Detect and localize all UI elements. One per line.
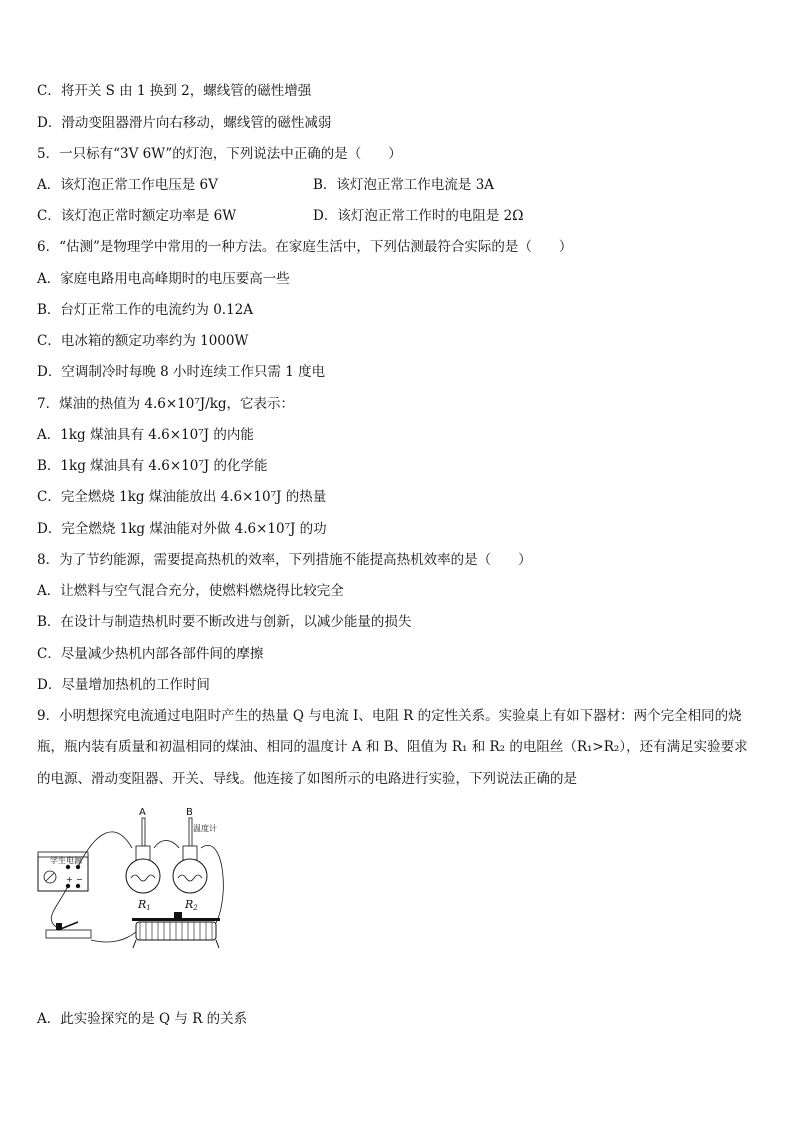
switch-base xyxy=(46,930,91,938)
thermometer-b-label: B xyxy=(186,807,193,818)
wire-b-to-rheostat xyxy=(201,845,223,930)
q9-stem-line-2: 瓶，瓶内装有质量和初温相同的煤油、相同的温度计 A 和 B、阻值为 R₁ 和 R₂ 的电阻丝（R₁>R₂），还有满足实验要求 xyxy=(37,739,748,755)
flask-b xyxy=(173,859,207,893)
q8-option-d: D．尽量增加热机的工作时间 xyxy=(37,677,210,693)
power-supply-label: 学生电源 xyxy=(50,856,82,865)
q7-option-c: C．完全燃烧 1kg 煤油能放出 4.6×10⁷J 的热量 xyxy=(37,489,327,505)
switch-handle xyxy=(56,923,62,930)
flask-a xyxy=(126,859,160,893)
q9-stem-line-3: 的电源、滑动变阻器、开关、导线。他连接了如图所示的电路进行实验，下列说法正确的是 xyxy=(37,771,577,787)
thermometer-label: 温度计 xyxy=(193,824,217,833)
thermometer-a-label: A xyxy=(139,807,146,818)
q6-option-a: A．家庭电路用电高峰期时的电压要高一些 xyxy=(37,271,290,287)
q6-option-b: B．台灯正常工作的电流约为 0.12A xyxy=(37,302,254,318)
terminal-4 xyxy=(76,884,80,888)
wire-a-to-b xyxy=(154,841,179,849)
q6-stem: 6．“估测”是物理学中常用的一种方法。在家庭生活中，下列估测最符合实际的是（ ） xyxy=(37,239,573,255)
q7-option-d: D．完全燃烧 1kg 煤油能对外做 4.6×10⁷J 的功 xyxy=(37,521,327,537)
wire-switch-to-rheostat xyxy=(91,932,136,942)
terminal-1 xyxy=(66,865,70,869)
q8-option-a: A．让燃料与空气混合充分，使燃料燃烧得比较完全 xyxy=(37,583,344,599)
q6-option-c: C．电冰箱的额定功率约为 1000W xyxy=(37,333,249,349)
q5-option-b: B．该灯泡正常工作电流是 3A xyxy=(313,177,495,193)
q4-option-c: C．将开关 S 由 1 换到 2，螺线管的磁性增强 xyxy=(37,83,312,99)
q5-option-c: C．该灯泡正常时额定功率是 6W xyxy=(37,208,237,224)
circuit-figure xyxy=(36,800,246,960)
q9-stem-line-1: 9．小明想探究电流通过电阻时产生的热量 Q 与电流 I、电阻 R 的定性关系。实验桌上有如下器材：两个完全相同的烧 xyxy=(37,708,742,724)
rheostat-slider xyxy=(174,912,182,920)
q9-option-a: A．此实验探究的是 Q 与 R 的关系 xyxy=(37,1011,248,1027)
flask-a-neck xyxy=(136,846,150,860)
q4-option-d: D．滑动变阻器滑片向右移动，螺线管的磁性减弱 xyxy=(37,115,332,131)
q8-option-c: C．尽量减少热机内部各部件间的摩擦 xyxy=(37,646,264,662)
q5-option-a: A．该灯泡正常工作电压是 6V xyxy=(37,177,218,193)
rheostat-legs xyxy=(133,940,219,948)
q7-option-a: A．1kg 煤油具有 4.6×10⁷J 的内能 xyxy=(37,427,254,443)
r2-label: R2 xyxy=(185,898,198,912)
q8-option-b: B．在设计与制造热机时要不断改进与创新，以减少能量的损失 xyxy=(37,614,412,630)
terminal-3 xyxy=(66,884,70,888)
q5-option-d: D．该灯泡正常工作时的电阻是 2Ω xyxy=(313,208,524,224)
q6-option-d: D．空调制冷时每晚 8 小时连续工作只需 1 度电 xyxy=(37,364,326,380)
q7-stem: 7．煤油的热值为 4.6×10⁷J/kg，它表示： xyxy=(37,396,295,412)
minus-sign: − xyxy=(76,875,83,884)
q8-stem: 8．为了节约能源，需要提高热机的效率，下列措施不能提高热机效率的是（ ） xyxy=(37,552,532,568)
q7-option-b: B．1kg 煤油具有 4.6×10⁷J 的化学能 xyxy=(37,458,268,474)
plus-sign: + xyxy=(66,875,73,884)
r1-label: R1 xyxy=(138,898,151,912)
flask-b-neck xyxy=(183,846,197,860)
q5-stem: 5．一只标有“3V 6W”的灯泡，下列说法中正确的是（ ） xyxy=(37,146,402,162)
